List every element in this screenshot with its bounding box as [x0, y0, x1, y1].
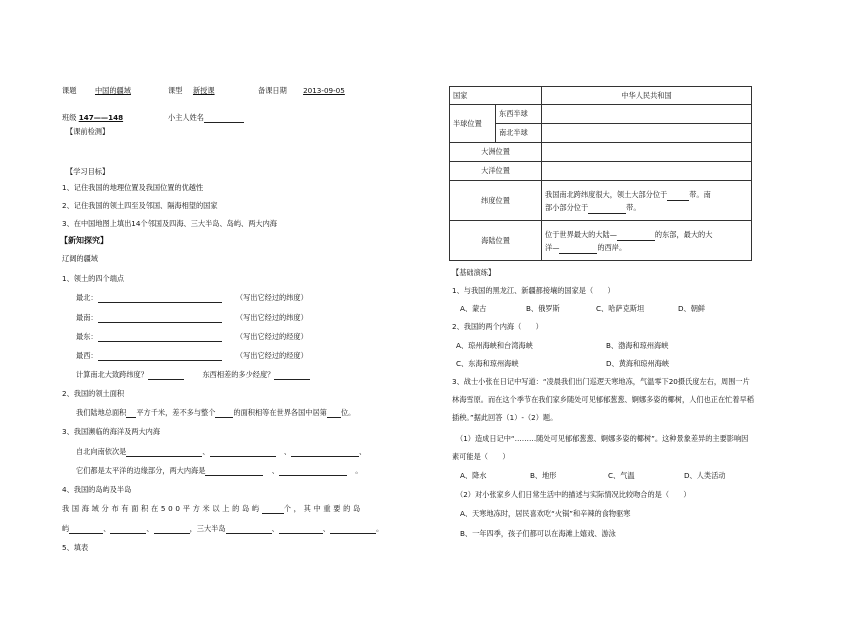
latitude-text-2: 带。南	[689, 189, 711, 199]
latitude-blank-2[interactable]	[588, 205, 626, 214]
ocean-label: 大洋位置	[450, 162, 542, 181]
date-value: 2013-09-05	[303, 86, 345, 95]
seas-row	[76, 447, 366, 457]
extreme-label: 最西：	[76, 351, 98, 360]
q3-sub2-option-b[interactable]: B、一年四季，孩子们都可以在海滩上嬉戏、游泳	[460, 529, 616, 538]
sealand-blank-2[interactable]	[559, 245, 597, 254]
extreme-label: 最北：	[76, 293, 98, 302]
question-5-heading: 5、填表	[62, 543, 89, 552]
peninsula-blank-2[interactable]	[279, 525, 323, 534]
island-blank-3[interactable]	[154, 525, 190, 534]
separator: 、	[202, 447, 210, 456]
extreme-east-row	[76, 332, 308, 342]
option[interactable]: C、哈萨克斯坦	[596, 304, 645, 313]
explore-heading: 【新知探究】	[60, 236, 108, 245]
latitude-blank-1[interactable]	[667, 192, 689, 201]
q2-options-row-1	[456, 341, 668, 351]
option[interactable]: B、地形	[530, 471, 557, 480]
class-value: 147——148	[78, 113, 124, 122]
q3-sub2: （2）对小张家乡人们日常生活中的描述与实际情况比较吻合的是（ ）	[456, 490, 691, 499]
question-4-heading: 4、我国的岛屿及半岛	[62, 485, 132, 494]
inland-seas-row	[76, 466, 362, 476]
extreme-east-blank[interactable]	[98, 333, 222, 342]
island-blank-2[interactable]	[110, 525, 146, 534]
lesson-type-label: 课型	[168, 86, 183, 95]
q3-sub1-options	[460, 471, 725, 481]
calc-row	[76, 370, 310, 380]
area-text-a: 我们陆地总面积	[76, 408, 127, 417]
separator: 、	[283, 447, 292, 456]
peninsulas-text: ，三大半岛	[189, 524, 226, 533]
peninsulas-row	[62, 524, 383, 534]
sealand-text-4: 的西岸。	[597, 242, 627, 252]
table-row	[450, 143, 752, 162]
east-west-label: 东西半球	[496, 105, 542, 124]
extreme-south-row	[76, 313, 308, 323]
area-row	[76, 408, 355, 418]
islands-text-b: 个，其中重要的岛	[283, 504, 363, 513]
east-west-cell[interactable]	[542, 105, 752, 124]
table-row	[450, 221, 752, 261]
peninsula-blank-3[interactable]	[330, 525, 376, 534]
period: 。	[355, 466, 363, 475]
goal-item-2: 2、记住我国的领土四至及邻国、隔海相望的国家	[62, 201, 218, 210]
sealand-blank-1[interactable]	[617, 232, 655, 241]
extreme-hint: （写出它经过的经度）	[235, 351, 308, 360]
table-row	[450, 162, 752, 181]
q3-sub1-line-1: （1）造成日记中“………随处可见郁郁葱葱、婀娜多姿的椰树”。这种景象差异的主要影响因	[456, 434, 749, 443]
option[interactable]: A、蒙古	[460, 304, 487, 313]
sealand-text-2: 的东部，最大的大	[654, 229, 713, 239]
q3-sub2-option-a[interactable]: A、天寒地冻时，居民喜欢吃“火锅”和辛辣的食物驱寒	[460, 509, 631, 518]
topic-row	[62, 86, 147, 96]
period: 。	[375, 524, 384, 533]
option[interactable]: C、东海和琼州海峡	[456, 359, 519, 368]
goal-item-1: 1、记住我国的地理位置及我国位置的优越性	[62, 183, 204, 192]
table-row	[450, 124, 752, 143]
area-blank-2[interactable]	[215, 409, 233, 418]
separator: 、	[271, 524, 279, 533]
extreme-west-row	[76, 351, 308, 361]
latitude-text-4: 带。	[626, 202, 641, 212]
islands-text-c: 屿	[62, 524, 70, 533]
q3-line-1: 3、战士小张在日记中写道：“凌晨我们出门巡逻天寒地冻，气温零下20摄氏度左右，周围一片	[452, 377, 750, 386]
ocean-cell[interactable]	[542, 162, 752, 181]
extreme-hint: （写出它经过的纬度）	[235, 313, 308, 322]
extreme-west-blank[interactable]	[98, 352, 222, 361]
area-text-d: 位。	[340, 408, 356, 417]
question-1-heading: 1、领土的四个端点	[62, 274, 125, 283]
area-blank-1[interactable]	[126, 409, 136, 418]
topic-value: 中国的疆域	[94, 86, 131, 95]
north-south-cell[interactable]	[542, 124, 752, 143]
separator: 、	[359, 447, 367, 456]
option[interactable]: D、朝鲜	[678, 304, 706, 313]
islands-text-a: 我国海域分布有面积在500平方米以上的岛屿	[62, 504, 262, 513]
separator: 、	[271, 466, 279, 475]
class-row	[62, 113, 123, 123]
owner-row	[168, 113, 244, 123]
extreme-label: 最南：	[76, 313, 98, 322]
practice-question-1: 1、与我国的黑龙江、新疆都接壤的国家是（ ）	[452, 286, 615, 295]
sea-blank-3[interactable]	[291, 448, 359, 457]
pretest-heading: 【课前检测】	[66, 127, 110, 136]
separator: 、	[322, 524, 330, 533]
extreme-north-blank[interactable]	[98, 294, 222, 303]
area-text-c: 的面积相等在世界各国中居第	[233, 408, 327, 417]
area-blank-3[interactable]	[327, 409, 341, 418]
country-header: 国家	[450, 87, 542, 105]
country-value: 中华人民共和国	[542, 87, 752, 105]
lesson-type-value: 新授课	[192, 86, 215, 95]
option[interactable]: D、人类活动	[684, 471, 726, 480]
option[interactable]: C、气温	[608, 471, 635, 480]
inland-sea-blank-1[interactable]	[205, 467, 263, 476]
latitude-label: 纬度位置	[450, 181, 542, 221]
separator: 、	[103, 524, 111, 533]
island-blank-1[interactable]	[69, 525, 103, 534]
option[interactable]: B、渤海和琼州海峡	[606, 341, 669, 350]
islands-row	[62, 504, 363, 514]
inland-seas-text: 它们都是太平洋的边缘部分，两大内海是	[76, 466, 206, 475]
sea-blank-2[interactable]	[210, 448, 276, 457]
option[interactable]: B、俄罗斯	[526, 304, 560, 313]
inland-sea-blank-2[interactable]	[279, 467, 347, 476]
extreme-north-row	[76, 293, 308, 303]
extreme-label: 最东：	[76, 332, 98, 341]
calc-latitude-blank[interactable]	[148, 371, 184, 380]
islands-count-blank[interactable]	[262, 505, 284, 514]
sea-land-cell	[542, 221, 752, 261]
table-row	[450, 105, 752, 124]
sea-blank-1[interactable]	[126, 448, 202, 457]
section-title: 辽阔的疆域	[62, 254, 98, 263]
question-2-heading: 2、我国的领土面积	[62, 389, 125, 398]
latitude-cell	[542, 181, 752, 221]
table-row	[450, 87, 752, 105]
q3-sub1-line-2: 素可能是（ ）	[452, 452, 510, 461]
option[interactable]: D、黄海和琼州海峡	[606, 359, 670, 368]
extreme-hint: （写出它经过的纬度）	[235, 293, 308, 302]
calc-longitude-label: 东西相差的多少经度？	[202, 370, 275, 379]
area-text-b: 平方千米，差不多与整个	[136, 408, 216, 417]
practice-question-2: 2、我国的两个内海（ ）	[452, 322, 543, 331]
sea-land-label: 海陆位置	[450, 221, 542, 261]
q1-options	[460, 304, 705, 314]
q3-line-2: 林海雪原。而在这个季节在我们家乡随处可见郁郁葱葱、婀娜多姿的椰树，人们也正在忙着早稻	[452, 395, 754, 404]
owner-label: 小主人姓名	[168, 113, 204, 122]
seas-text: 自北向南依次是	[76, 447, 127, 456]
lesson-type-row	[168, 86, 233, 96]
continent-label: 大洲位置	[450, 143, 542, 162]
calc-latitude-label: 计算南北大致跨纬度？	[76, 370, 148, 379]
q3-line-3: 插秧。”据此回答（1）-（2）题。	[452, 413, 558, 422]
sealand-text-1: 位于世界最大的大陆—	[545, 229, 617, 239]
extreme-hint: （写出它经过的经度）	[235, 332, 308, 341]
north-south-label: 南北半球	[496, 124, 542, 143]
table-row	[450, 181, 752, 221]
q2-options-row-2	[456, 359, 669, 369]
latitude-text-3: 部小部分位于	[545, 202, 589, 212]
calc-longitude-blank[interactable]	[274, 371, 310, 380]
practice-heading: 【基础演练】	[452, 268, 496, 277]
separator: 、	[146, 524, 154, 533]
position-table	[449, 86, 752, 261]
latitude-text-1: 我国南北跨纬度很大，领土大部分位于	[545, 189, 668, 199]
date-label: 备课日期	[258, 86, 287, 95]
sealand-text-3: 洋—	[545, 242, 560, 252]
topic-label: 课题	[62, 86, 77, 95]
date-row	[258, 86, 357, 96]
extreme-south-blank[interactable]	[98, 314, 222, 323]
class-label: 班级	[62, 113, 77, 122]
peninsula-blank-1[interactable]	[226, 525, 272, 534]
hemisphere-label: 半球位置	[450, 105, 496, 143]
option[interactable]: A、降水	[460, 471, 487, 480]
goals-heading: 【学习目标】	[66, 167, 110, 176]
question-3-heading: 3、我国濒临的海洋及两大内海	[62, 427, 161, 436]
option[interactable]: A、琼州海峡和台湾海峡	[456, 341, 533, 350]
goal-item-3: 3、在中国地图上填出14个邻国及四海、三大半岛、岛屿、两大内海	[62, 219, 277, 228]
continent-cell[interactable]	[542, 143, 752, 162]
owner-name-blank[interactable]	[204, 114, 244, 123]
